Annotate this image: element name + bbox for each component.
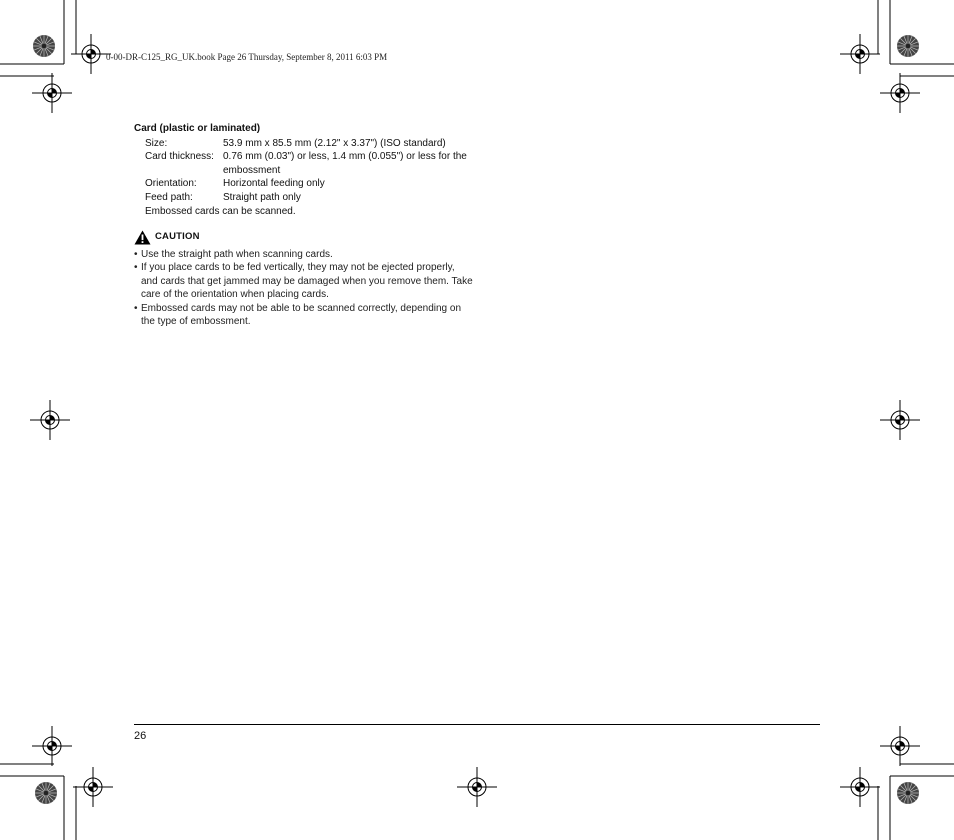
- color-target-bottom-left: [35, 782, 57, 804]
- color-target-bottom-right: [897, 782, 919, 804]
- registration-mark-top-right-2: [880, 73, 920, 113]
- spec-label: Feed path:: [145, 191, 193, 203]
- registration-mark-bottom-left: [32, 726, 72, 766]
- crop-marks-top-right: [878, 0, 954, 76]
- spec-row-feed-path: [145, 191, 474, 205]
- registration-mark-bottom-center: [457, 767, 497, 807]
- warning-triangle-icon: [134, 230, 151, 245]
- registration-mark-bottom-right: [880, 726, 920, 766]
- spec-list: [145, 137, 474, 219]
- color-target-top-right: [897, 35, 919, 57]
- list-item: • If you place cards to be fed vertically, they may not be ejected properly, and cards that get jammed may be damaged when you remove them. Take care of the orientation when placing cards.: [134, 261, 474, 302]
- spec-value: 0.76 mm (0.03") or less, 1.4 mm (0.055") or less for the embossment: [223, 151, 467, 176]
- registration-mark-right-middle: [880, 400, 920, 440]
- spec-value: 53.9 mm x 85.5 mm (2.12" x 3.37") (ISO standard): [223, 137, 446, 149]
- spec-row-size: [145, 137, 474, 151]
- registration-mark-top-left-2: [32, 73, 72, 113]
- spec-note: Embossed cards can be scanned.: [145, 206, 296, 217]
- registration-mark-bottom-left-2: [73, 767, 113, 807]
- spec-label: Card thickness:: [145, 151, 214, 162]
- footer-divider: [134, 724, 820, 725]
- spec-row-card-thickness: [145, 150, 474, 177]
- spec-label: Orientation:: [145, 178, 197, 189]
- page-number: 26: [134, 730, 147, 742]
- crop-marks-bottom-right: [878, 764, 954, 840]
- list-item: • Use the straight path when scanning cards.: [134, 248, 474, 262]
- spec-value: Horizontal feeding only: [223, 178, 325, 189]
- section-title: Card (plastic or laminated): [134, 123, 261, 134]
- spec-row-orientation: [145, 177, 474, 191]
- book-info-header: 0-00-DR-C125_RG_UK.book Page 26 Thursday, September 8, 2011 6:03 PM: [106, 52, 388, 62]
- spec-label: Size:: [145, 137, 168, 149]
- registration-mark-left-middle: [30, 400, 70, 440]
- list-item: • Embossed cards may not be able to be scanned correctly, depending on the type of embossment.: [134, 302, 474, 329]
- registration-mark-bottom-right-2: [840, 767, 880, 807]
- page-content: [134, 122, 474, 329]
- registration-mark-top-right: [840, 34, 880, 74]
- registration-mark-top-left: [71, 34, 111, 74]
- color-target-top-left: [33, 35, 55, 57]
- caution-bullet-list: [134, 248, 474, 329]
- crop-marks-bottom-left: [0, 764, 76, 840]
- spec-value: Straight path only: [223, 191, 301, 203]
- caution-label: CAUTION: [155, 231, 200, 243]
- caution-heading: [134, 230, 474, 245]
